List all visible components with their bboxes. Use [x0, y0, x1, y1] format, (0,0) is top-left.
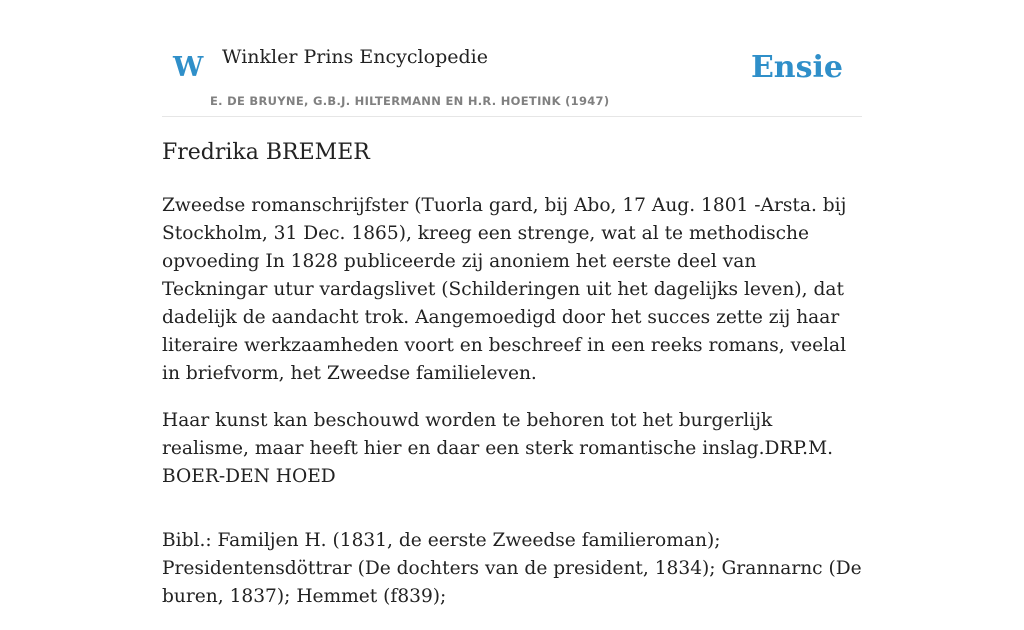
logo-w-icon[interactable]: W: [173, 52, 204, 83]
article-title: Fredrika BREMER: [162, 140, 370, 165]
article-paragraph: Haar kunst kan beschouwd worden te behoren tot het burgerlijk realisme, maar heeft hier en daar een sterk romantische inslag.DRP.M. BOER-DEN HOED: [162, 410, 834, 487]
article-paragraph: Zweedse romanschrijfster (Tuorla gard, bij Abo, 17 Aug. 1801 -Arsta. bij Stockholm, 31 Dec. 1865), kreeg een strenge, wat al te methodische opvoeding In 1828 publiceerde zij anoniem het eerste deel van Teckningar utur vardagslivet (Schilderingen uit het dagelijks leven), dat dadelijk de aandacht trok. Aangemoedigd door het succes zette zij haar literaire werkzaamheden voort en beschreef in een reeks romans, veelal in briefvorm, het Zweedse familieleven.: [162, 195, 847, 384]
site-header: [162, 0, 862, 117]
ensie-logo-link[interactable]: Ensie: [750, 50, 843, 85]
authors-subtitle: E. DE BRUYNE, G.B.J. HILTERMANN EN H.R. HOETINK (1947): [210, 94, 610, 108]
article-body: [162, 192, 862, 630]
bibliography-paragraph: Bibl.: Familjen H. (1831, de eerste Zweedse familieroman); Presidentensdöttrar (De dochters van de president, 1834); Grannarnc (De buren, 1837); Hemmet (f839);: [162, 530, 862, 607]
page: [162, 0, 862, 607]
site-title-link[interactable]: Winkler Prins Encyclopedie: [222, 46, 488, 68]
